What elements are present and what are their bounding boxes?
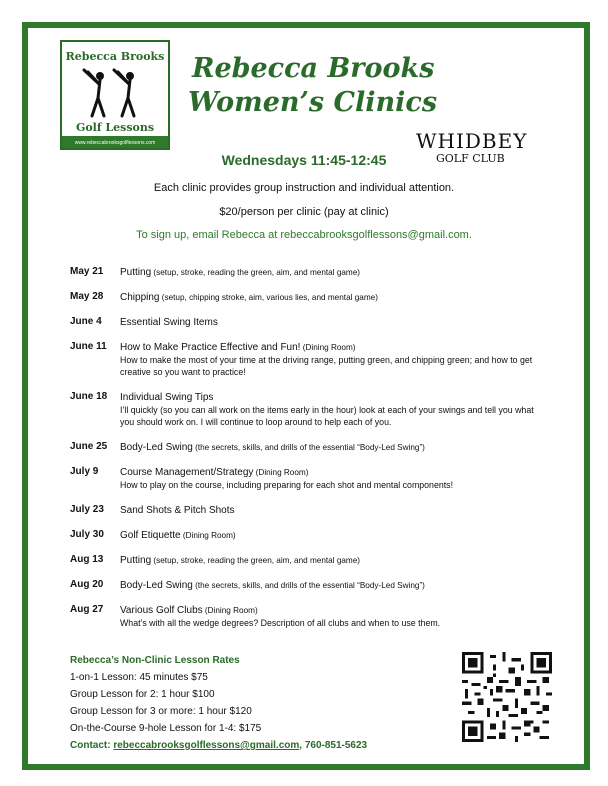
list-item [70, 554, 550, 579]
clinic-topic: Various Golf Clubs [120, 605, 203, 616]
rate-item: On-the-Course 9-hole Lesson for 1-4: $175 [70, 723, 262, 734]
clinic-description: What’s with all the wedge degrees? Description of all clubs and when to use them. [120, 618, 441, 628]
clinic-detail: (setup, stroke, reading the green, aim, and mental game) [151, 268, 361, 277]
list-item [70, 316, 550, 341]
title-line-1: Rebecca Brooks [192, 53, 435, 84]
clinic-date: Aug 13 [70, 554, 104, 565]
clinic-date: July 9 [70, 466, 99, 477]
club-sub: GOLF CLUB [436, 152, 505, 165]
rate-item: Group Lesson for 2: 1 hour $100 [70, 689, 215, 700]
golfer-silhouettes-icon [80, 68, 152, 128]
clinic-detail: (the secrets, skills, and drills of the essential “Body-Led Swing”) [192, 581, 425, 590]
clinic-date: June 18 [70, 391, 108, 402]
clinic-date: Aug 27 [70, 604, 104, 615]
logo-name: Rebecca Brooks [65, 50, 165, 63]
clinic-topic: Body-Led Swing [120, 442, 193, 453]
lesson-rates [70, 652, 367, 754]
clinic-date: June 4 [70, 316, 102, 327]
clinic-date: May 28 [70, 291, 104, 302]
title-line-2: Women’s Clinics [188, 87, 438, 118]
list-item [70, 341, 550, 391]
clinic-date: June 25 [70, 441, 108, 452]
clinic-topic: Putting [120, 267, 152, 278]
clinic-description: How to play on the course, including preparing for each shot and mental components! [120, 480, 454, 490]
clinic-topic: Putting [120, 555, 152, 566]
clinic-schedule [70, 266, 550, 642]
list-item [70, 466, 550, 504]
list-item [70, 579, 550, 604]
clinic-date: May 21 [70, 266, 104, 277]
price-text: $20/person per clinic (pay at clinic) [219, 206, 389, 218]
intro-text: Each clinic provides group instruction and individual attention. [153, 182, 455, 194]
signup-text: To sign up, email Rebecca at rebeccabrooksgolflessons@gmail.com. [136, 229, 472, 241]
list-item [70, 391, 550, 441]
rate-item: 1-on-1 Lesson: 45 minutes $75 [70, 672, 208, 683]
qr-code-icon[interactable] [462, 652, 552, 742]
club-name: WHIDBEY [416, 129, 528, 153]
clinic-date: June 11 [70, 341, 107, 352]
clinic-description: I’ll quickly (so you can all work on the items early in the hour) look at each of your swings and tell you what you should work on. I will continue to loop around to help each of you. [120, 405, 534, 427]
clinic-topic: Body-Led Swing [120, 580, 193, 591]
clinic-detail: (Dining Room) [202, 606, 258, 615]
clinic-topic: Sand Shots & Pitch Shots [120, 505, 235, 516]
clinic-detail: (setup, chipping stroke, aim, various lies, and mental game) [159, 293, 378, 302]
clinic-topic: Essential Swing Items [120, 317, 218, 328]
clinic-date: July 30 [70, 529, 104, 540]
clinic-detail: (setup, stroke, reading the green, aim, and mental game) [151, 556, 361, 565]
clinic-date: July 23 [70, 504, 104, 515]
clinic-detail: (Dining Room) [180, 531, 236, 540]
rates-heading: Rebecca’s Non-Clinic Lesson Rates [70, 655, 240, 666]
clinic-topic: Chipping [120, 292, 160, 303]
rate-item: Group Lesson for 3 or more: 1 hour $120 [70, 706, 252, 717]
list-item [70, 441, 550, 466]
list-item [70, 266, 550, 291]
contact-email-link[interactable]: rebeccabrooksgolflessons@gmail.com [113, 740, 300, 751]
clinic-detail: (Dining Room) [300, 343, 356, 352]
contact-line [70, 737, 367, 754]
clinic-time: Wednesdays 11:45-12:45 [221, 152, 387, 168]
rebecca-brooks-logo [60, 40, 170, 150]
clinic-topic: How to Make Practice Effective and Fun! [120, 342, 301, 353]
page-title [188, 52, 452, 120]
clinic-date: Aug 20 [70, 579, 104, 590]
list-item [70, 504, 550, 529]
logo-subtitle: Golf Lessons [75, 121, 155, 134]
list-item [70, 529, 550, 554]
contact-phone: , 760-851-5623 [299, 740, 368, 751]
clinic-topic: Individual Swing Tips [120, 392, 214, 403]
clinic-topic: Course Management/Strategy [120, 467, 254, 478]
clinic-detail: (Dining Room) [253, 468, 309, 477]
list-item [70, 604, 550, 642]
contact-label: Contact: [70, 740, 114, 751]
logo-url: www.rebeccabrooksgolflessons.com [74, 140, 156, 146]
clinic-detail: (the secrets, skills, and drills of the essential “Body-Led Swing”) [192, 443, 425, 452]
clinic-description: How to make the most of your time at the driving range, putting green, and chipping green; and how to get creative so you want to practice! [120, 355, 533, 377]
list-item [70, 291, 550, 316]
clinic-topic: Golf Etiquette [120, 530, 181, 541]
